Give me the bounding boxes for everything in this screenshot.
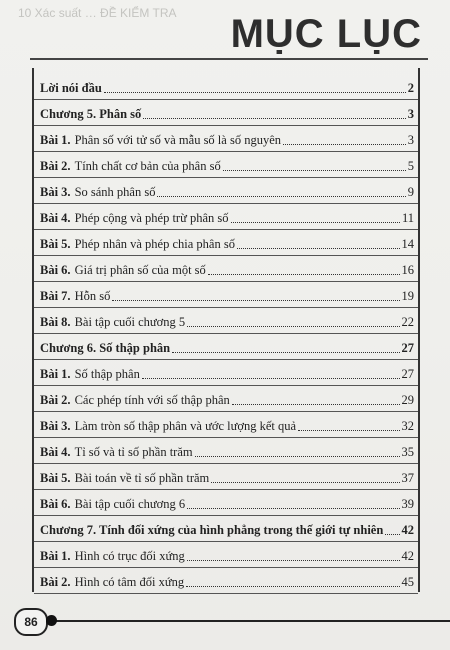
toc-page-number: 3 <box>407 133 414 147</box>
toc-lesson-number: Bài 1. <box>40 367 71 381</box>
toc-entry-label <box>40 133 281 148</box>
toc-entry-text: Chương 7. Tính đối xứng của hình phẳng trong thế giới tự nhiên <box>40 523 384 537</box>
toc-entry-text: Số thập phân <box>74 367 140 381</box>
toc-page-number: 35 <box>401 445 414 459</box>
toc-entry-text: Hỗn số <box>74 289 111 303</box>
dot-leader <box>172 352 399 353</box>
table-of-contents <box>32 68 420 592</box>
toc-lesson-number: Bài 4. <box>40 445 71 459</box>
toc-lesson-number: Bài 2. <box>40 159 71 173</box>
toc-entry-label <box>40 497 185 512</box>
toc-lesson-row[interactable] <box>34 542 418 568</box>
toc-page-number: 42 <box>401 549 414 563</box>
toc-entry-text: Hình có tâm đối xứng <box>74 575 185 589</box>
toc-entry-label <box>40 263 206 278</box>
toc-lesson-row[interactable] <box>34 256 418 282</box>
toc-lesson-number: Bài 3. <box>40 185 71 199</box>
toc-page-number: 37 <box>401 471 414 485</box>
dot-leader <box>112 300 399 301</box>
dot-leader <box>211 482 399 483</box>
dot-leader <box>187 326 399 327</box>
toc-entry-text: Bài tập cuối chương 5 <box>74 315 186 329</box>
toc-entry-text: Chương 6. Số thập phân <box>40 341 171 355</box>
toc-entry-text: Hình có trục đối xứng <box>74 549 185 563</box>
toc-lesson-row[interactable] <box>34 178 418 204</box>
toc-lesson-number: Bài 6. <box>40 497 71 511</box>
toc-lesson-number: Bài 1. <box>40 549 71 563</box>
toc-page-number: 19 <box>401 289 414 303</box>
dot-leader <box>237 248 400 249</box>
page-number: 86 <box>14 608 48 636</box>
toc-lesson-row[interactable] <box>34 412 418 438</box>
dot-leader <box>143 118 405 119</box>
toc-entry-label <box>40 575 184 590</box>
dot-leader <box>208 274 400 275</box>
page-title: MỤC LỤC <box>230 12 422 56</box>
toc-lesson-row[interactable] <box>34 126 418 152</box>
dot-leader <box>195 456 400 457</box>
toc-lesson-number: Bài 1. <box>40 133 71 147</box>
toc-entry-text: Phân số với tử số và mẫu số là số nguyên <box>74 133 281 147</box>
toc-lesson-number: Bài 2. <box>40 575 71 589</box>
toc-page-number: 39 <box>401 497 414 511</box>
toc-entry-label <box>40 523 383 538</box>
dot-leader <box>104 92 406 93</box>
toc-lesson-row[interactable] <box>34 568 418 594</box>
dot-leader <box>223 170 406 171</box>
toc-lesson-row[interactable] <box>34 204 418 230</box>
toc-page-number: 16 <box>401 263 414 277</box>
toc-chapter-row[interactable] <box>34 100 418 126</box>
toc-entry-text: Phép cộng và phép trừ phân số <box>74 211 229 225</box>
toc-entry-text: Bài tập cuối chương 6 <box>74 497 186 511</box>
toc-entry-label <box>40 159 221 174</box>
toc-page-number: 27 <box>401 367 414 381</box>
toc-entry-text: Bài toán về tỉ số phần trăm <box>74 471 210 485</box>
toc-lesson-number: Bài 5. <box>40 471 71 485</box>
dot-leader <box>283 144 406 145</box>
toc-entry-text: Chương 5. Phân số <box>40 107 142 121</box>
toc-entry-label <box>40 341 170 356</box>
toc-page-number: 11 <box>401 211 414 225</box>
toc-page-number: 5 <box>407 159 414 173</box>
dot-leader <box>231 222 400 223</box>
dot-leader <box>298 430 399 431</box>
toc-page-number: 9 <box>407 185 414 199</box>
toc-chapter-row[interactable] <box>34 334 418 360</box>
toc-page-number: 45 <box>401 575 414 589</box>
dot-leader <box>232 404 400 405</box>
toc-entry-text: Làm tròn số thập phân và ước lượng kết quả <box>74 419 297 433</box>
toc-entry-text: Lời nói đầu <box>40 81 102 95</box>
toc-lesson-row[interactable] <box>34 360 418 386</box>
toc-lesson-number: Bài 6. <box>40 263 71 277</box>
toc-page-number: 22 <box>401 315 414 329</box>
toc-entry-label <box>40 315 185 330</box>
toc-lesson-number: Bài 4. <box>40 211 71 225</box>
toc-entry-label <box>40 393 230 408</box>
toc-lesson-row[interactable] <box>34 490 418 516</box>
toc-entry-text: Tỉ số và tỉ số phần trăm <box>74 445 193 459</box>
toc-lesson-number: Bài 7. <box>40 289 71 303</box>
toc-page-number: 29 <box>401 393 414 407</box>
toc-lesson-number: Bài 8. <box>40 315 71 329</box>
toc-page-number: 14 <box>401 237 414 251</box>
toc-lesson-row[interactable] <box>34 308 418 334</box>
dot-leader <box>157 196 405 197</box>
toc-lesson-row[interactable] <box>34 282 418 308</box>
toc-chapter-row[interactable] <box>34 74 418 100</box>
toc-lesson-row[interactable] <box>34 152 418 178</box>
toc-page-number: 27 <box>401 341 414 355</box>
toc-entry-label <box>40 211 229 226</box>
toc-page-number: 3 <box>407 107 414 121</box>
toc-lesson-number: Bài 3. <box>40 419 71 433</box>
toc-entry-label <box>40 471 209 486</box>
toc-entry-text: Tính chất cơ bản của phân số <box>74 159 221 173</box>
footer-bullet <box>46 615 57 626</box>
bleed-through-text: 10 Xác suất … ĐỀ KIỂM TRA <box>18 6 177 20</box>
toc-entry-text: Giá trị phân số của một số <box>74 263 206 277</box>
dot-leader <box>187 560 400 561</box>
toc-entry-label <box>40 289 110 304</box>
toc-entry-text: So sánh phân số <box>74 185 156 199</box>
toc-page-number: 42 <box>401 523 414 537</box>
toc-lesson-number: Bài 2. <box>40 393 71 407</box>
title-rule <box>30 58 428 60</box>
toc-page-number: 32 <box>401 419 414 433</box>
toc-entry-label <box>40 237 235 252</box>
toc-lesson-row[interactable] <box>34 464 418 490</box>
toc-entry-text: Các phép tính với số thập phân <box>74 393 230 407</box>
toc-lesson-row[interactable] <box>34 230 418 256</box>
toc-lesson-number: Bài 5. <box>40 237 71 251</box>
toc-chapter-row[interactable] <box>34 516 418 542</box>
dot-leader <box>186 586 399 587</box>
toc-entry-label <box>40 185 155 200</box>
toc-lesson-row[interactable] <box>34 386 418 412</box>
toc-entry-text: Phép nhân và phép chia phân số <box>74 237 235 251</box>
dot-leader <box>385 534 399 535</box>
toc-entry-label <box>40 367 140 382</box>
toc-entry-label <box>40 445 193 460</box>
footer-rule <box>48 620 450 622</box>
toc-entry-label <box>40 81 102 96</box>
dot-leader <box>142 378 400 379</box>
dot-leader <box>187 508 399 509</box>
toc-entry-label <box>40 549 185 564</box>
toc-entry-label <box>40 107 141 122</box>
toc-page-number: 2 <box>407 81 414 95</box>
toc-entry-label <box>40 419 296 434</box>
toc-lesson-row[interactable] <box>34 438 418 464</box>
